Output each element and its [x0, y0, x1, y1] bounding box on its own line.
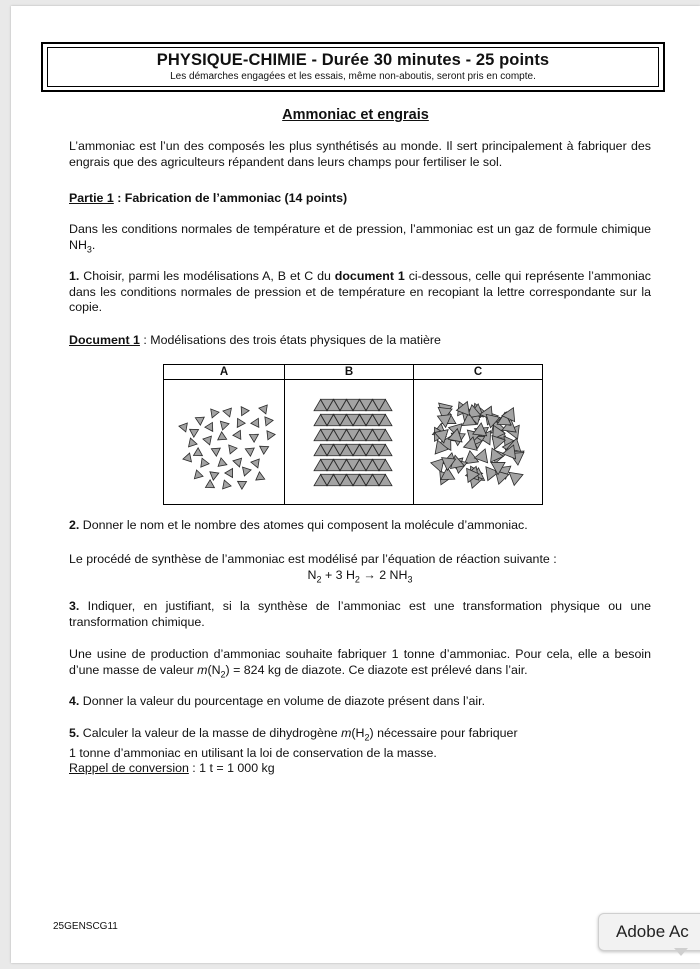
document1-table [163, 364, 543, 505]
column-c-header: C [414, 365, 542, 380]
gas-particle [226, 445, 237, 456]
solid-model-illustration [314, 399, 392, 486]
gas-particle [205, 420, 217, 431]
gas-particle [267, 430, 276, 440]
question-2: 2. Donner le nom et le nombre des atomes qui composent la molécule d’ammoniac. [69, 518, 528, 532]
liquid-model-illustration [428, 399, 527, 488]
gas-particle [225, 469, 237, 480]
synthesis-intro: Le procédé de synthèse de l’ammoniac est modélisé par l’équation de réaction suivante : [69, 552, 557, 566]
gas-particle [260, 443, 271, 455]
conditions-paragraph: Dans les conditions normales de température et de pression, l’ammoniac est un gaz de formule chimique $NH_3$. [69, 222, 651, 254]
gas-particle [192, 469, 203, 479]
gas-particle [223, 480, 232, 490]
exam-subtitle: Les démarches engagées et les essais, même non-aboutis, seront pris en compte. [170, 71, 536, 82]
gas-particle [241, 406, 249, 415]
rappel-label: Rappel de conversion [69, 761, 189, 776]
gas-particle [203, 480, 214, 492]
partie1-label: Partie 1 [69, 191, 114, 205]
partie1-title: : Fabrication de l’ammoniac (14 points) [113, 191, 348, 205]
gas-model-illustration [179, 405, 276, 491]
exam-title: PHYSIQUE-CHIMIE - Durée 30 minutes - 25 points [156, 51, 550, 69]
states-of-matter-illustration [164, 365, 542, 504]
gas-particle [240, 467, 251, 477]
gas-particle [215, 432, 226, 444]
document-page [11, 6, 700, 963]
gas-particle [189, 438, 198, 448]
intro-paragraph: L’ammoniac est l’un des composés les plus synthétisés au monde. Il sert principalement à fabriquer des engrais que des agriculteurs répandent dans leurs champs pour fertiliser le sol. [69, 139, 651, 169]
document1-caption: Document 1 : Modélisations des trois états physiques de la matière [69, 333, 441, 347]
gas-particle [208, 409, 219, 420]
gas-particle [255, 471, 265, 480]
gas-particle [189, 429, 198, 437]
exam-header [41, 42, 665, 92]
gas-particle [259, 405, 270, 416]
gas-particle [211, 444, 222, 456]
gas-particle [217, 418, 229, 430]
adobe-acrobat-badge[interactable]: Adobe Ac [598, 913, 700, 951]
gas-particle [238, 478, 249, 490]
question-5: 5. Calculer la valeur de la masse de dihydrogène $m(H_2)$ nécessaire pour fabriquer 1 tonne d’ammoniac en utilisant la loi de conservation de la masse. Rappel de conversion : 1 t = 1 000 kg [69, 726, 518, 776]
document1-label: Document 1 [69, 333, 140, 347]
gas-particle [245, 448, 255, 457]
gas-particle [251, 459, 262, 470]
liquid-particle [474, 449, 493, 467]
gas-particle [210, 469, 221, 480]
question-1: 1. Choisir, parmi les modélisations A, B et C du document 1 ci-dessous, celle qui représente l’ammoniac dans les conditions normales de pression et de température en recopiant la lettre correspondante sur la copie. [69, 269, 651, 314]
badge-pointer [674, 948, 688, 956]
partie1-heading [69, 191, 651, 207]
gas-particle [233, 428, 245, 439]
gas-particle [191, 448, 202, 460]
gas-particle [183, 452, 194, 462]
synthesis-equation: $N_2 + 3$ $H_2 \to 2$ $NH_3$ [307, 568, 413, 585]
gas-particle [251, 418, 263, 429]
gas-particle [249, 434, 258, 442]
question-4: 4. Donner la valeur du pourcentage en volume de diazote présent dans l’air. [69, 694, 486, 708]
gas-particle [198, 456, 209, 467]
gas-particle [202, 435, 211, 445]
question-3: 3. Indiquer, en justifiant, si la synthèse de l’ammoniac est une transformation physique ou une transformation chimique. [69, 599, 651, 629]
exercise-title: Ammoniac et engrais [282, 107, 429, 123]
gas-particle [195, 417, 205, 425]
gas-particle [179, 423, 190, 433]
gas-particle [233, 455, 245, 467]
column-a-header: A [164, 365, 284, 380]
usine-paragraph: Une usine de production d’ammoniac souhaite fabriquer 1 tonne d’ammoniac. Pour cela, elle a besoin d’une masse de valeur $m(N_2) = 824$ kg de diazote. Ce diazote est prélevé dans l’air. [69, 647, 651, 679]
document-code: 25GENSCG11 [53, 921, 118, 932]
gas-particle [223, 405, 235, 417]
gas-particle [265, 416, 274, 426]
column-b-header: B [285, 365, 413, 380]
gas-particle [233, 418, 245, 429]
gas-particle [217, 457, 227, 466]
